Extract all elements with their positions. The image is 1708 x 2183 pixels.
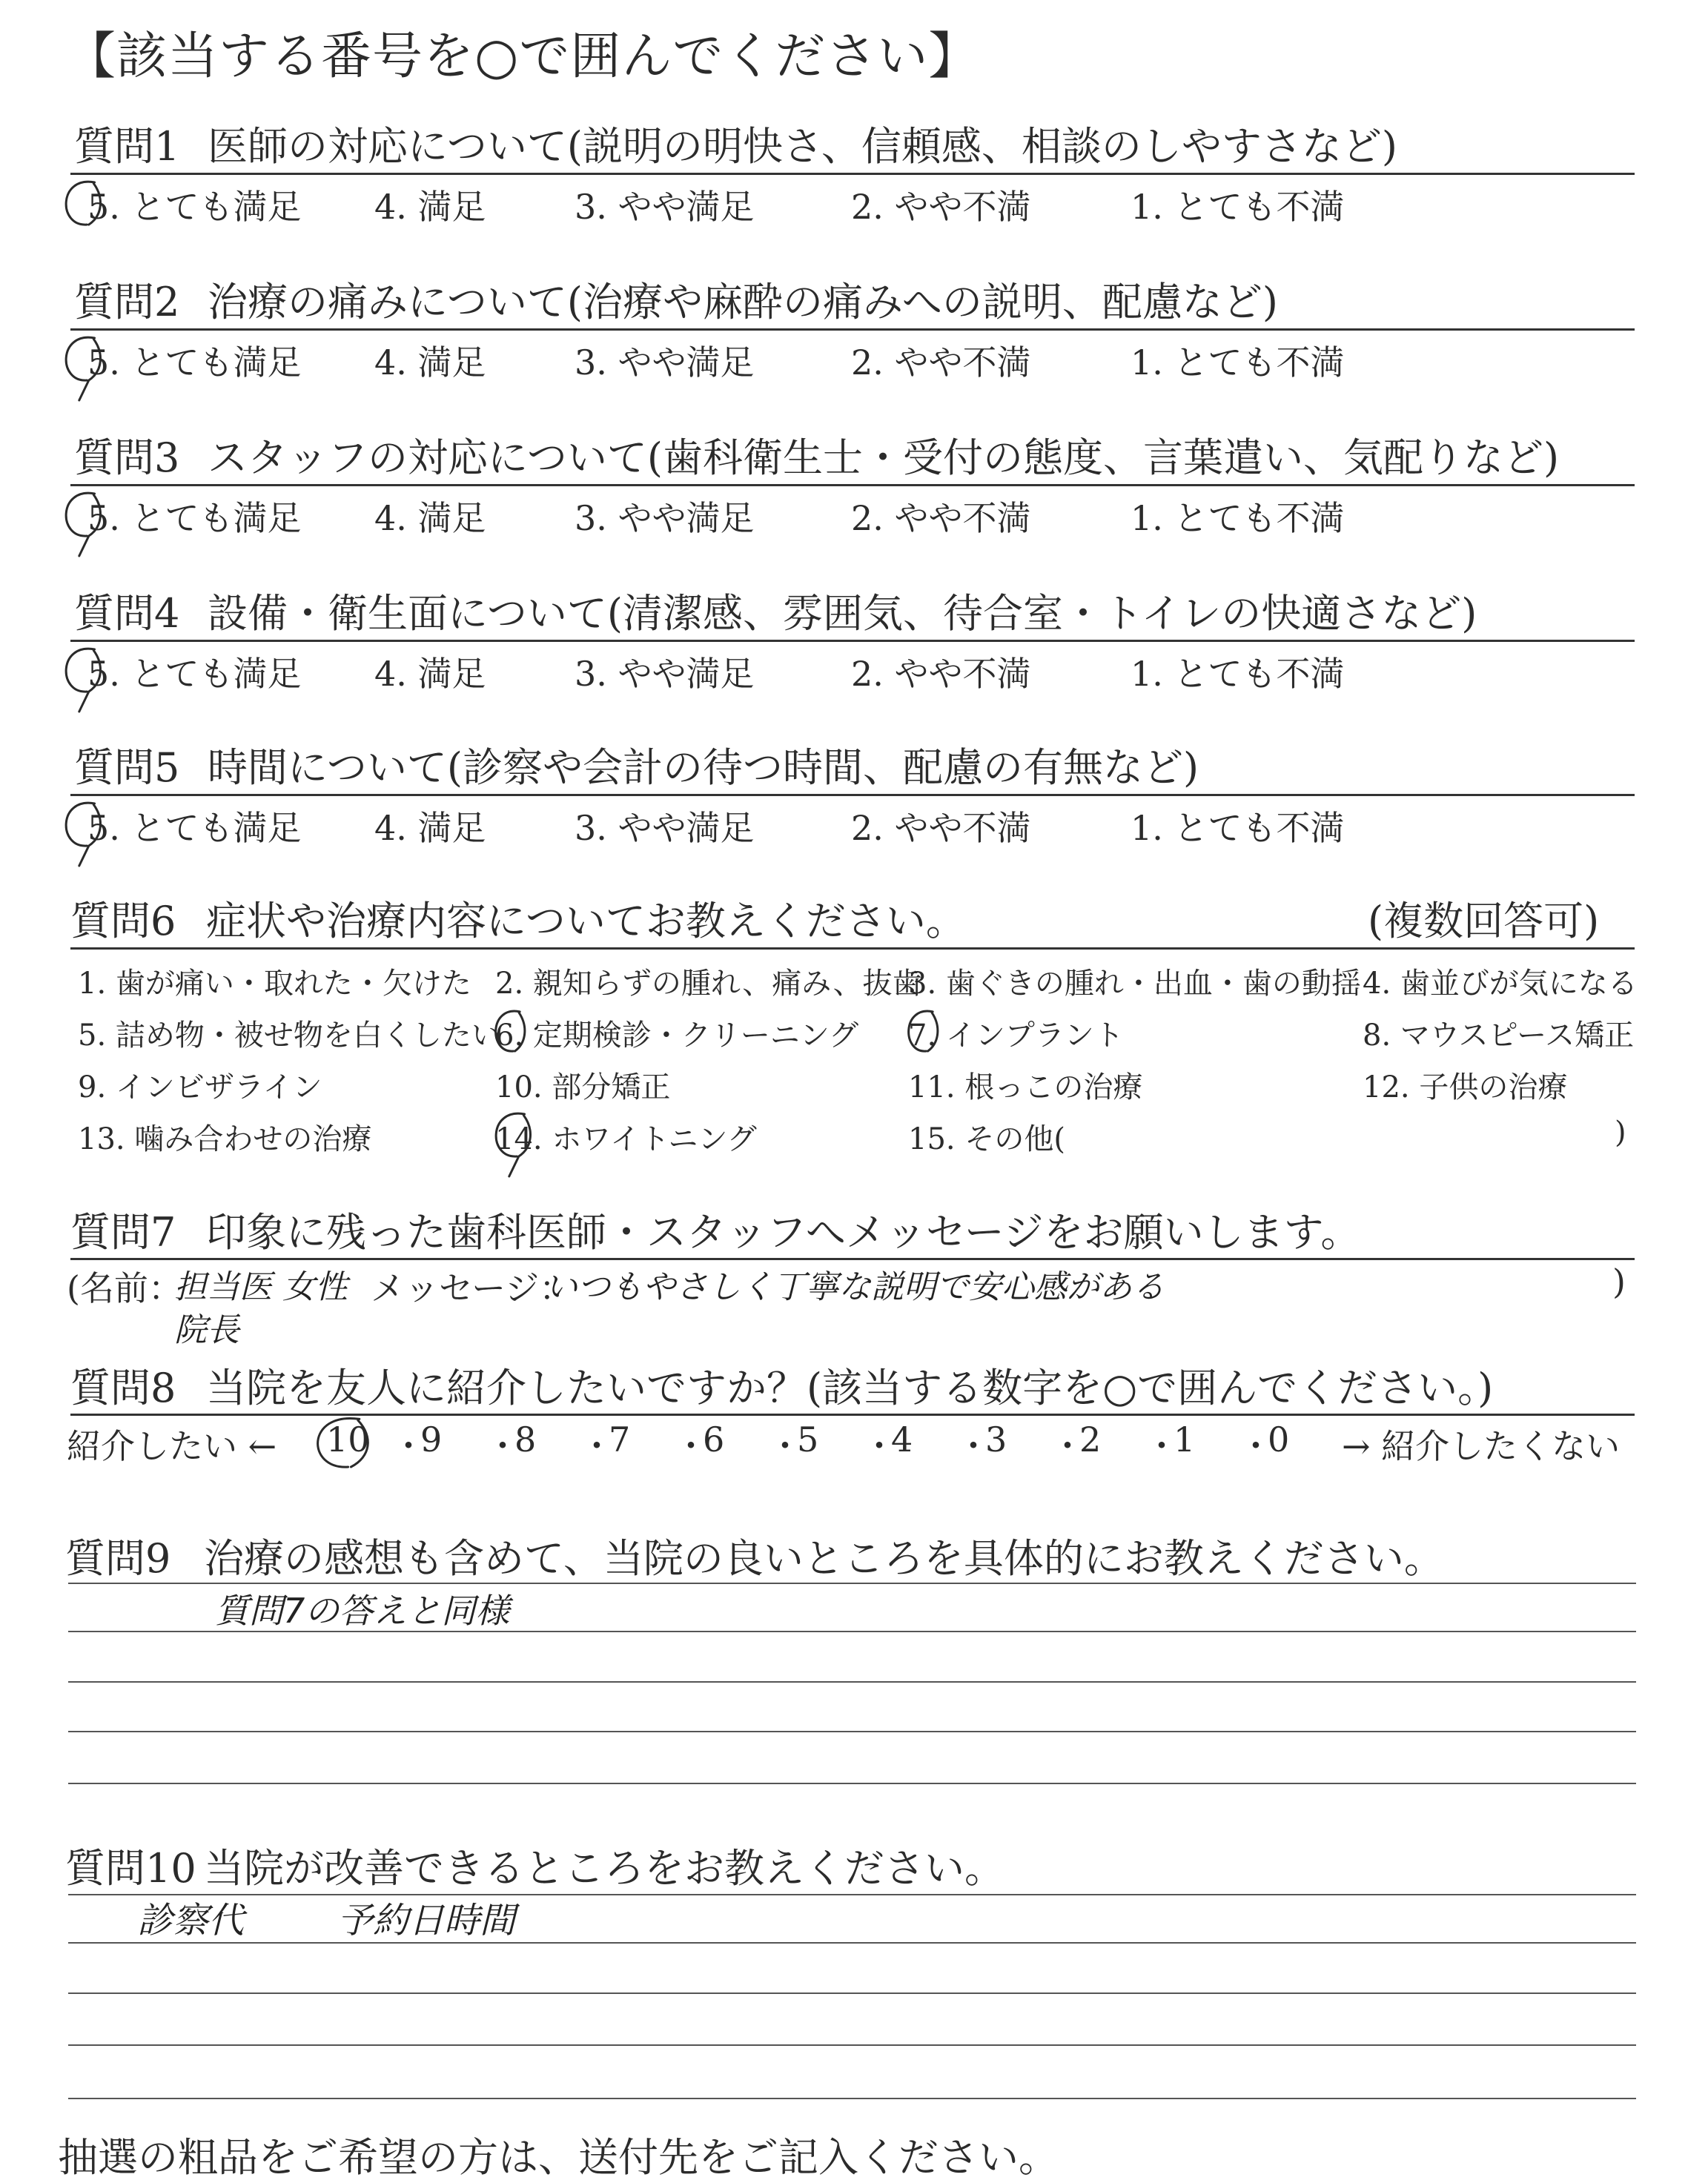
q3-option-2[interactable]: 2. やや不満 — [851, 498, 1031, 538]
q10-line-4 — [68, 2044, 1636, 2046]
q8-separator: ・ — [580, 1426, 614, 1466]
q5-option-3[interactable]: 3. やや満足 — [575, 808, 755, 848]
q8-right-label: → 紹介したくない — [1342, 1426, 1621, 1466]
q8-separator: ・ — [1145, 1426, 1179, 1466]
q7-name-value-2[interactable]: 院長 — [174, 1311, 239, 1349]
q10-line-2 — [68, 1942, 1636, 1944]
q6-option-12[interactable]: 12. 子供の治療 — [1363, 1070, 1568, 1104]
q6-label: 質問6 — [70, 898, 176, 944]
q7-message-label: メッセージ： — [371, 1268, 574, 1308]
q6-option-9[interactable]: 9. インビザライン — [78, 1070, 322, 1104]
q9-line-4 — [68, 1731, 1636, 1732]
q10-label: 質問10 — [65, 1845, 196, 1892]
q8-separator: ・ — [1050, 1426, 1085, 1466]
q6-option-5[interactable]: 5. 詰め物・被せ物を白くしたい — [78, 1018, 501, 1053]
q8-separator: ・ — [862, 1426, 896, 1466]
q2-label: 質問2 — [74, 279, 180, 325]
q8-separator: ・ — [486, 1426, 520, 1466]
q8-score-2[interactable]: 2 — [1079, 1420, 1102, 1460]
q8-score-1[interactable]: 1 — [1174, 1420, 1196, 1460]
q1-option-1[interactable]: 1. とても不満 — [1131, 187, 1345, 227]
q6-option-1[interactable]: 1. 歯が痛い・取れた・欠けた — [78, 967, 471, 1001]
q6-option-6[interactable]: 6. 定期検診・クリーニング — [495, 1018, 859, 1053]
q8-score-0[interactable]: 0 — [1268, 1420, 1290, 1460]
q4-option-5[interactable]: 5. とても満足 — [87, 654, 302, 694]
q8-score-3[interactable]: 3 — [985, 1420, 1007, 1460]
q3-option-3[interactable]: 3. やや満足 — [575, 498, 755, 538]
q6-option-11[interactable]: 11. 根っこの治療 — [908, 1070, 1143, 1104]
q8-text: 当院を友人に紹介したいですか？(該当する数字を○で囲んでください。) — [206, 1365, 1494, 1411]
q4-text: 設備・衛生面について(清潔感、雰囲気、待合室・トイレの快適さなど) — [208, 590, 1477, 637]
q6-option-4[interactable]: 4. 歯並びが気になる — [1363, 967, 1638, 1001]
q3-answer-circle — [49, 484, 117, 573]
q5-option-4[interactable]: 4. 満足 — [374, 808, 486, 848]
q5-rule — [70, 794, 1635, 796]
q5-answer-circle — [49, 794, 117, 883]
q4-option-4[interactable]: 4. 満足 — [374, 654, 486, 694]
q8-left-label: 紹介したい ← — [67, 1426, 277, 1466]
q4-rule — [70, 640, 1635, 642]
q8-score-4[interactable]: 4 — [891, 1420, 913, 1460]
q6-circle-14 — [479, 1104, 547, 1193]
q2-option-5[interactable]: 5. とても満足 — [87, 342, 302, 382]
q6-option-3[interactable]: 3. 歯ぐきの腫れ・出血・歯の動揺 — [908, 967, 1361, 1001]
q1-rule — [70, 173, 1635, 175]
q10-line-3 — [68, 1992, 1636, 1994]
q1-option-3[interactable]: 3. やや満足 — [575, 187, 755, 227]
q2-option-3[interactable]: 3. やや満足 — [575, 342, 755, 382]
q8-separator: ・ — [768, 1426, 802, 1466]
q8-score-10[interactable]: 10 — [326, 1420, 370, 1460]
q6-option-other-close[interactable]: ) — [1615, 1116, 1626, 1150]
q5-option-5[interactable]: 5. とても満足 — [87, 808, 302, 848]
q8-separator: ・ — [956, 1426, 990, 1466]
form-title: 【該当する番号を○で囲んでください】 — [65, 27, 980, 86]
q4-answer-circle — [49, 640, 117, 729]
q8-separator: ・ — [674, 1426, 708, 1466]
q1-label: 質問1 — [74, 123, 180, 170]
q1-option-4[interactable]: 4. 満足 — [374, 187, 486, 227]
q4-option-1[interactable]: 1. とても不満 — [1131, 654, 1345, 694]
q1-option-2[interactable]: 2. やや不満 — [851, 187, 1031, 227]
q10-text: 当院が改善できるところをお教えください。 — [204, 1845, 1004, 1892]
q2-option-4[interactable]: 4. 満足 — [374, 342, 486, 382]
q1-answer-circle — [49, 173, 117, 232]
q1-option-5[interactable]: 5. とても満足 — [87, 187, 302, 227]
q2-text: 治療の痛みについて(治療や麻酔の痛みへの説明、配慮など) — [208, 279, 1278, 325]
q6-option-7[interactable]: 7. インプラント — [908, 1018, 1124, 1053]
q4-option-2[interactable]: 2. やや不満 — [851, 654, 1031, 694]
q2-answer-circle — [49, 328, 117, 417]
q3-option-5[interactable]: 5. とても満足 — [87, 498, 302, 538]
q6-circle-6 — [479, 1002, 541, 1059]
q7-close-paren: ) — [1612, 1262, 1626, 1302]
q6-option-10[interactable]: 10. 部分矯正 — [495, 1070, 671, 1104]
q6-rule — [70, 947, 1635, 950]
q9-line-3 — [68, 1681, 1636, 1683]
q10-answer-2[interactable]: 予約日時間 — [337, 1900, 516, 1941]
q7-name-label: (名前： — [67, 1268, 182, 1308]
q3-label: 質問3 — [74, 434, 180, 481]
q3-option-1[interactable]: 1. とても不満 — [1131, 498, 1345, 538]
q9-label: 質問9 — [65, 1535, 171, 1582]
q8-score-9[interactable]: 9 — [420, 1420, 443, 1460]
q5-option-2[interactable]: 2. やや不満 — [851, 808, 1031, 848]
q9-line-2 — [68, 1631, 1636, 1632]
q5-text: 時間について(診察や会計の待つ時間、配慮の有無など) — [208, 744, 1199, 791]
q6-option-13[interactable]: 13. 噛み合わせの治療 — [78, 1122, 372, 1156]
q6-option-8[interactable]: 8. マウスピース矯正 — [1363, 1018, 1635, 1053]
q6-note: (複数回答可) — [1368, 898, 1600, 944]
q9-line-5 — [68, 1783, 1636, 1784]
q6-text: 症状や治療内容についてお教えください。 — [206, 898, 966, 944]
q8-score-6[interactable]: 6 — [703, 1420, 725, 1460]
q3-rule — [70, 484, 1635, 486]
q8-separator: ・ — [1239, 1426, 1273, 1466]
q2-rule — [70, 328, 1635, 331]
q8-score-8[interactable]: 8 — [514, 1420, 537, 1460]
q1-text: 医師の対応について(説明の明快さ、信頼感、相談のしやすさなど) — [208, 123, 1397, 170]
q5-option-1[interactable]: 1. とても不満 — [1131, 808, 1345, 848]
q6-circle-7 — [892, 1002, 954, 1059]
q4-label: 質問4 — [74, 590, 180, 637]
q6-option-14[interactable]: 14. ホワイトニング — [495, 1122, 757, 1156]
q10-line-5 — [68, 2098, 1636, 2099]
q8-label: 質問8 — [70, 1365, 176, 1411]
q8-separator: ・ — [391, 1426, 426, 1466]
q4-option-3[interactable]: 3. やや満足 — [575, 654, 755, 694]
q6-option-2[interactable]: 2. 親知らずの腫れ、痛み、抜歯 — [495, 967, 922, 1001]
q10-line-1 — [68, 1894, 1636, 1895]
q10-answer-1[interactable]: 診察代 — [137, 1900, 245, 1941]
q7-name-value[interactable]: 担当医 女性 — [174, 1268, 348, 1306]
q5-label: 質問5 — [74, 744, 180, 791]
q7-label: 質問7 — [70, 1209, 176, 1256]
q2-option-1[interactable]: 1. とても不満 — [1131, 342, 1345, 382]
q9-answer[interactable]: 質問7の答えと同様 — [215, 1591, 510, 1631]
q8-score-5[interactable]: 5 — [797, 1420, 819, 1460]
q8-score-7[interactable]: 7 — [609, 1420, 631, 1460]
q9-text: 治療の感想も含めて、当院の良いところを具体的にお教えください。 — [204, 1535, 1444, 1582]
q7-message-value[interactable]: いつもやさしく丁寧な説明で安心感がある — [545, 1268, 1165, 1306]
footer-note: 抽選の粗品をご希望の方は、送付先をご記入ください。 — [58, 2134, 1059, 2181]
q7-text: 印象に残った歯科医師・スタッフへメッセージをお願いします。 — [206, 1209, 1361, 1256]
q3-text: スタッフの対応について(歯科衛生士・受付の態度、言葉遣い、気配りなど) — [208, 434, 1560, 481]
q6-option-15[interactable]: 15. その他( — [908, 1122, 1065, 1156]
q2-option-2[interactable]: 2. やや不満 — [851, 342, 1031, 382]
q8-answer-circle — [299, 1409, 385, 1474]
q3-option-4[interactable]: 4. 満足 — [374, 498, 486, 538]
